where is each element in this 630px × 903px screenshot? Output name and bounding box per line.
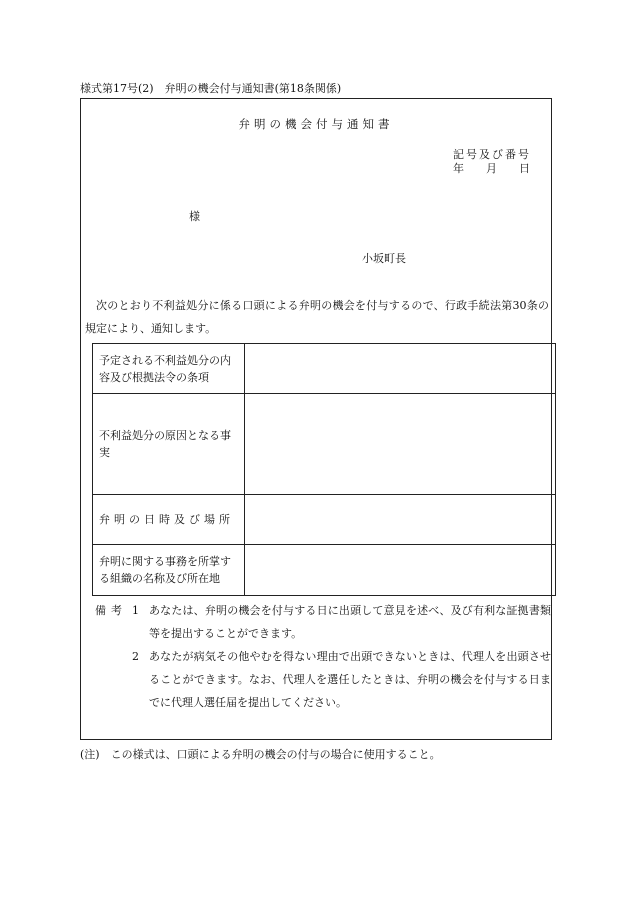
- row-value[interactable]: [245, 394, 556, 495]
- usage-note: (注) この様式は、口頭による弁明の機会の付与の場合に使用すること。: [80, 748, 441, 761]
- row-value[interactable]: [245, 495, 556, 545]
- body-text: 次のとおり不利益処分に係る口頭による弁明の機会を付与するので、行政手続法第30条の規定により、通知します。: [85, 299, 549, 335]
- sender: 小坂町長: [362, 252, 406, 265]
- remark-text: あなたは、弁明の機会を付与する日に出頭して意見を述べ、及び有利な証拠書類等を提出することができます。: [149, 604, 551, 640]
- remark-number: 2: [132, 650, 139, 663]
- remark-text: あなたが病気その他やむを得ない理由で出頭できないときは、代理人を出頭させることができます。なお、代理人を選任したときは、弁明の機会を付与する日までに代理人選任届を提出してください。: [149, 650, 551, 709]
- date-year: 年: [453, 162, 464, 175]
- row-label: 不利益処分の原因となる事実: [93, 394, 245, 495]
- remarks: [95, 599, 551, 714]
- date-line: [453, 160, 530, 176]
- date-month: 月: [486, 162, 497, 175]
- date-day: 日: [519, 162, 530, 175]
- reference-number-label: 記号及び番号: [453, 148, 531, 161]
- document-title: 弁明の機会付与通知書: [238, 117, 394, 131]
- notice-document: [80, 98, 552, 740]
- row-label: 予定される不利益処分の内容及び根拠法令の条項: [93, 344, 245, 394]
- info-table: [92, 343, 556, 596]
- row-value[interactable]: [245, 545, 556, 596]
- form-caption: 様式第17号(2) 弁明の機会付与通知書(第18条関係): [80, 82, 342, 95]
- table-row: [93, 545, 556, 596]
- remark-number: 1: [132, 604, 139, 617]
- row-label: 弁明に関する事務を所掌する組織の名称及び所在地: [93, 545, 245, 596]
- row-label: 弁明の日時及び場所: [93, 495, 245, 545]
- table-row: [93, 495, 556, 545]
- remark-item: [95, 599, 551, 645]
- table-row: [93, 394, 556, 495]
- addressee: 様: [189, 210, 200, 223]
- table-row: [93, 344, 556, 394]
- remark-item: [95, 645, 551, 714]
- remarks-heading: 備考: [95, 604, 127, 617]
- row-value[interactable]: [245, 344, 556, 394]
